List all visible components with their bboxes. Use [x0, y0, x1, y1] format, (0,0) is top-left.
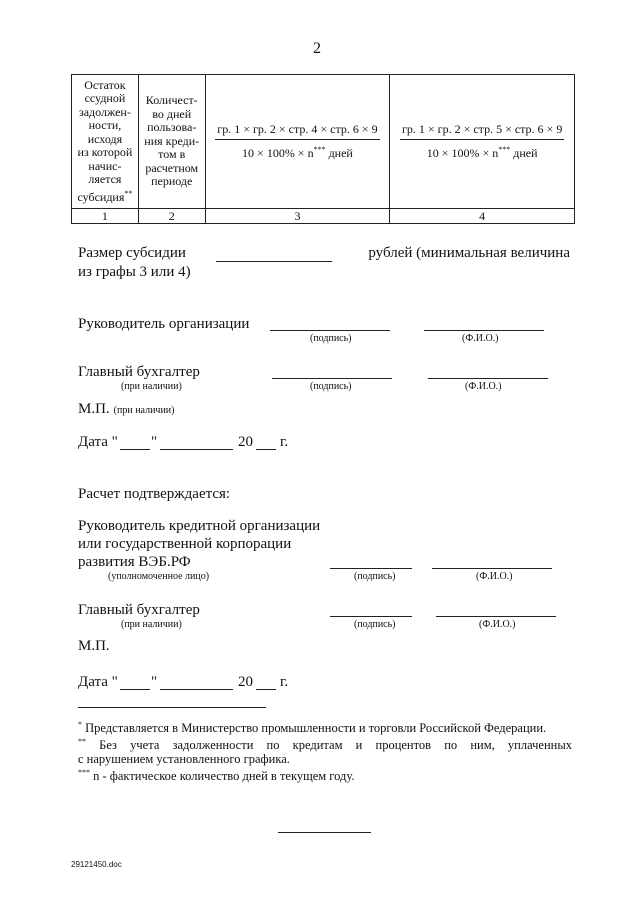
- org-head-signature-field[interactable]: [270, 330, 390, 331]
- bank-head-line3: развития ВЭБ.РФ: [78, 554, 191, 570]
- bank-accountant-signature-field[interactable]: [330, 616, 412, 617]
- header-days-count: [138, 75, 205, 209]
- subsidy-amount-field[interactable]: [216, 261, 332, 262]
- org-head-name-field[interactable]: [424, 330, 544, 331]
- header-line: расчетном: [145, 160, 199, 175]
- footnote-2: ** Без учета задолженности по кредитам и процентов по ним, уплаченных: [78, 737, 572, 753]
- year-prefix: 20: [238, 674, 253, 690]
- footnote-separator: [78, 707, 266, 708]
- subsidy-suffix: рублей (минимальная величина: [368, 245, 570, 261]
- signature-caption: (подпись): [310, 381, 352, 392]
- org-date-label: Дата ": [78, 434, 118, 450]
- name-caption: (Ф.И.О.): [465, 381, 502, 392]
- bank-date-day-field[interactable]: [120, 689, 150, 690]
- if-any-note: (при наличии): [121, 381, 182, 392]
- org-accountant-signature-field[interactable]: [272, 378, 392, 379]
- header-loan-balance: [72, 75, 139, 209]
- footnote-mark: ***: [498, 145, 511, 154]
- org-accountant-name-field[interactable]: [428, 378, 548, 379]
- year-suffix: г.: [280, 434, 289, 450]
- date-quote: ": [151, 674, 158, 690]
- footnote-mark: ***: [78, 768, 90, 778]
- header-line: ляется: [88, 172, 122, 187]
- header-formula-3: $\frac{\text{гр. 1 × гр. 2 × стр. 4 × стр. 6 × 9}}{10 \times 100\% \times n^{***} дней}$: [205, 75, 390, 209]
- footnote-3: *** n - фактическое количество дней в текущем году.: [78, 768, 355, 784]
- year-suffix: г.: [280, 674, 289, 690]
- org-head-label: Руководитель организации: [78, 316, 250, 332]
- org-date-month-field[interactable]: [160, 449, 233, 450]
- column-number: 2: [138, 209, 205, 224]
- subsidy-note: из графы 3 или 4): [78, 264, 191, 280]
- footnote-mark: **: [78, 737, 86, 747]
- header-formula-4: $\frac{\text{гр. 1 × гр. 2 × стр. 5 × стр. 6 × 9}}{10 \times 100\% \times n^{***} дней}$: [390, 75, 575, 209]
- footnote-mark: **: [124, 188, 133, 198]
- formula-3-numerator: гр. 1 × гр. 2 × стр. 4 × стр. 6 × 9: [215, 123, 379, 141]
- bank-accountant-name-field[interactable]: [436, 616, 556, 617]
- confirm-heading: Расчет подтверждается:: [78, 486, 231, 502]
- name-caption: (Ф.И.О.): [479, 619, 516, 630]
- subsidy-calculation-table: [71, 74, 575, 224]
- header-line: ния креди-: [144, 133, 200, 148]
- formula-4-numerator: гр. 1 × гр. 2 × стр. 5 × стр. 6 × 9: [400, 123, 564, 141]
- header-line: задолжен-: [78, 104, 131, 119]
- file-name: 29121450.doc: [71, 860, 122, 869]
- seal-label: М.П.: [78, 401, 110, 417]
- name-caption: (Ф.И.О.): [462, 333, 499, 344]
- signature-caption: (подпись): [310, 333, 352, 344]
- org-seal: [78, 400, 175, 418]
- header-line: субсидия: [77, 189, 125, 204]
- header-line: периоде: [151, 174, 193, 189]
- header-line: начис-: [88, 158, 122, 173]
- bank-head-line1: Руководитель кредитной организации: [78, 518, 321, 534]
- org-date-year-field[interactable]: [256, 449, 276, 450]
- header-line: ссудной: [84, 91, 126, 106]
- footnote-mark: ***: [313, 145, 326, 154]
- column-number: 3: [205, 209, 390, 224]
- org-accountant-label: Главный бухгалтер: [78, 364, 200, 380]
- formula-3-denominator: 10 × 100% × n: [242, 146, 314, 160]
- header-line: ности,: [88, 118, 122, 133]
- signature-caption: (подпись): [354, 619, 396, 630]
- signature-caption: (подпись): [354, 571, 396, 582]
- column-number: 4: [390, 209, 575, 224]
- seal-note: (при наличии): [113, 405, 175, 416]
- header-line: во дней: [152, 106, 192, 121]
- bank-head-signature-field[interactable]: [330, 568, 412, 569]
- footnotes: [78, 718, 572, 783]
- year-prefix: 20: [238, 434, 253, 450]
- bottom-line: [278, 832, 371, 833]
- bank-date-year-field[interactable]: [256, 689, 276, 690]
- if-any-note: (при наличии): [121, 619, 182, 630]
- bank-head-name-field[interactable]: [432, 568, 552, 569]
- org-date-day-field[interactable]: [120, 449, 150, 450]
- subsidy-label: Размер субсидии: [78, 245, 186, 261]
- column-number: 1: [72, 209, 139, 224]
- bank-date-month-field[interactable]: [160, 689, 233, 690]
- header-line: Количест-: [145, 93, 198, 108]
- bank-seal-label: М.П.: [78, 638, 110, 654]
- date-quote: ": [151, 434, 158, 450]
- name-caption: (Ф.И.О.): [476, 571, 513, 582]
- formula-4-denominator: 10 × 100% × n: [426, 146, 499, 160]
- header-line: том в: [158, 147, 186, 162]
- bank-accountant-label: Главный бухгалтер: [78, 602, 200, 618]
- footnote-mark: *: [78, 720, 82, 729]
- header-line: Остаток: [84, 77, 126, 92]
- header-line: пользова-: [147, 120, 197, 135]
- authorized-note: (уполномоченное лицо): [108, 571, 210, 582]
- bank-date-label: Дата ": [78, 674, 118, 690]
- page-number: 2: [313, 40, 321, 57]
- footnote-1: * Представляется в Министерство промышленности и торговли Российской Федерации.: [78, 720, 547, 736]
- header-line: из которой: [77, 145, 133, 160]
- footnote-2-cont: с нарушением установленного графика.: [78, 752, 290, 767]
- header-line: исходя: [87, 131, 123, 146]
- bank-head-line2: или государственной корпорации: [78, 536, 292, 552]
